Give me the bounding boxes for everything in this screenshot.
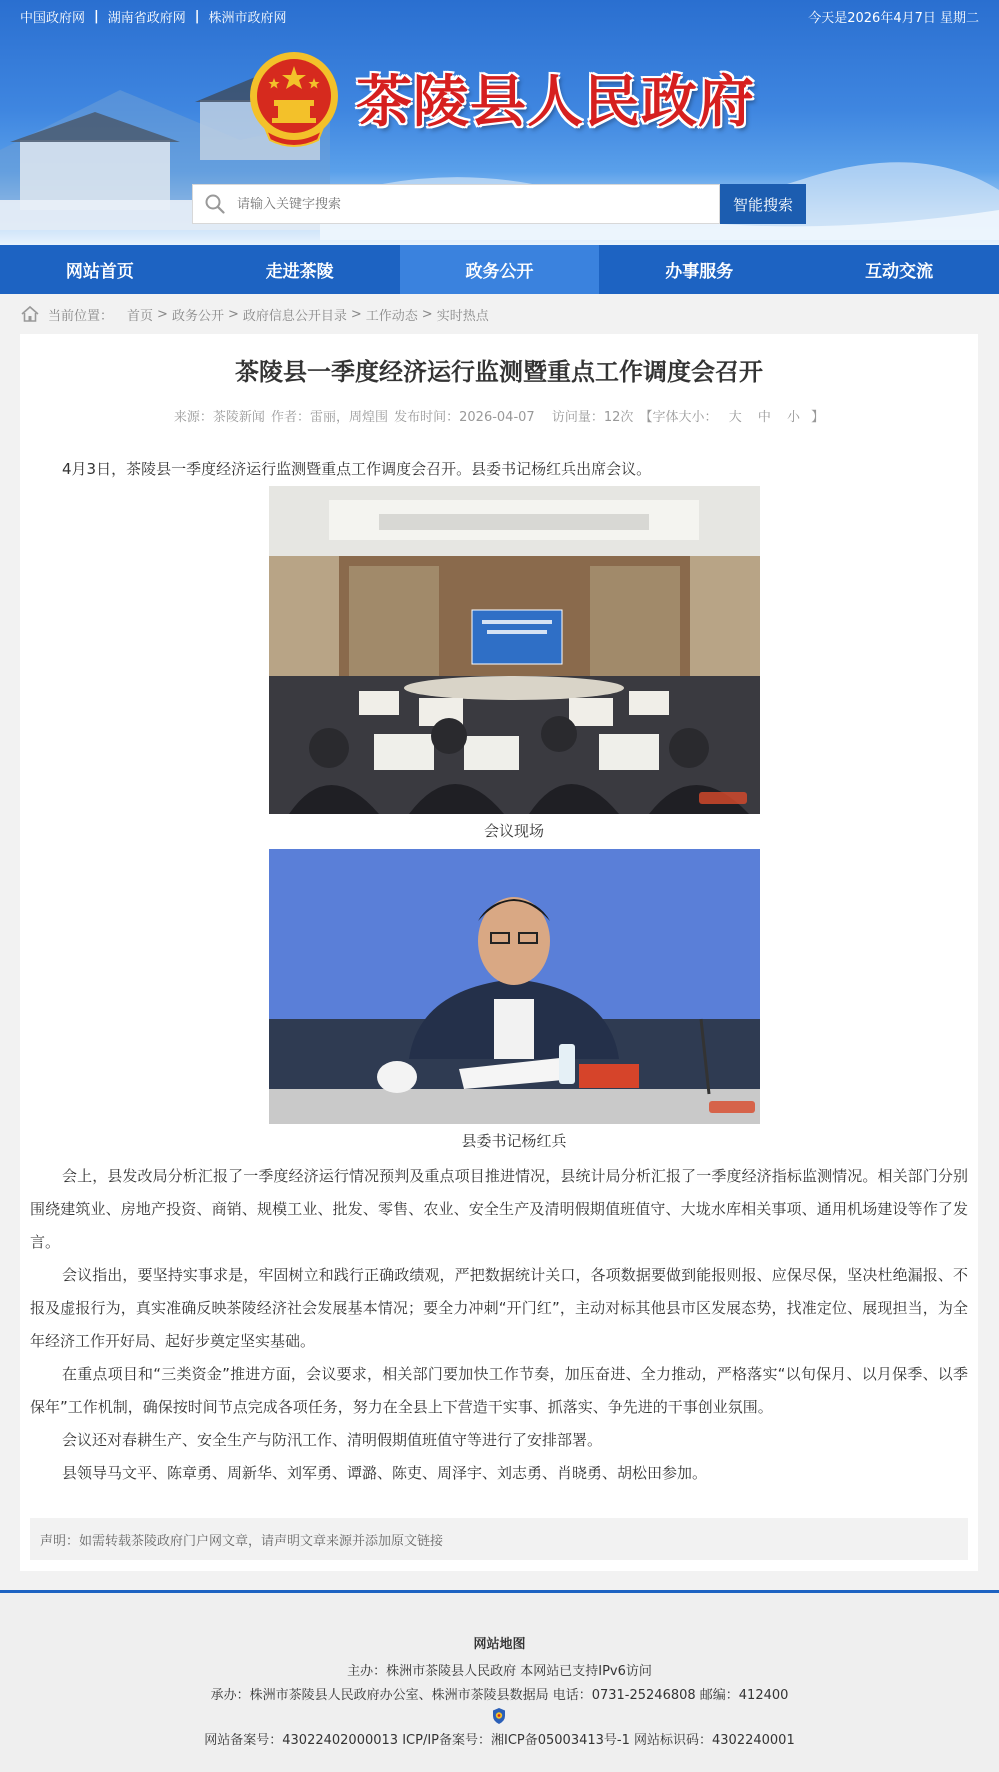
footer-host: 主办：株洲市茶陵县人民政府 本网站已支持IPv6访问 — [347, 1664, 652, 1679]
site-footer — [0, 1590, 999, 1772]
article-paragraph: 在重点项目和“三类资金”推进方面，会议要求，相关部门要加快工作节奏，加压奋进、全力推动，严格落实“以旬保月、以月保季、以季保年”工作机制，确保按时间节点完成各项任务，努力在全县上下营造干实事、抓落实、争先进的干事创业氛围。 — [30, 1365, 968, 1416]
article-views: 访问量：12次 — [551, 410, 634, 425]
breadcrumb-separator: > — [157, 306, 168, 322]
search-icon — [193, 185, 237, 223]
article-panel — [20, 334, 978, 1571]
article-source: 来源：茶陵新闻 — [173, 410, 265, 425]
breadcrumb-info-catalog[interactable]: 政府信息公开目录 — [242, 308, 347, 324]
top-bar — [0, 0, 999, 32]
breadcrumb-separator: > — [421, 306, 433, 322]
search-bar — [192, 184, 806, 224]
font-size-large[interactable]: 大 — [728, 410, 742, 425]
current-date: 今天是2026年4月7日 星期二 — [808, 11, 979, 26]
article-body — [30, 1160, 968, 1490]
national-emblem-icon — [244, 44, 344, 154]
search-button[interactable]: 智能搜索 — [720, 184, 806, 224]
breadcrumb-separator: > — [227, 306, 239, 322]
footer-record[interactable]: 网站备案号：43022402000013 ICP/IP备案号：湘ICP备05003413号-1 网站标识码：4302240001 — [204, 1733, 795, 1748]
main-nav — [0, 245, 999, 294]
link-hunan-gov[interactable]: 湖南省政府网 — [107, 11, 186, 26]
font-size-close: 】 — [811, 410, 825, 425]
article-title: 茶陵县一季度经济运行监测暨重点工作调度会召开 — [235, 358, 763, 386]
photo-caption-2: 县委书记杨红兵 — [461, 1132, 567, 1150]
party-secretary-photo — [269, 849, 760, 1124]
nav-item-gov-affairs[interactable]: 政务公开 — [400, 245, 600, 294]
footer-sitemap-link[interactable]: 网站地图 — [473, 1637, 526, 1652]
police-badge-icon[interactable] — [491, 1707, 507, 1725]
article-date: 发布时间：2026-04-07 — [394, 410, 535, 425]
meeting-hall-photo — [269, 486, 760, 814]
photo-caption-1: 会议现场 — [483, 822, 544, 840]
separator: | — [94, 9, 99, 24]
breadcrumb-label: 当前位置： — [48, 308, 114, 324]
site-title: 茶陵县人民政府 — [356, 70, 755, 135]
article-lead: 4月3日，茶陵县一季度经济运行监测暨重点工作调度会召开。县委书记杨红兵出席会议。 — [62, 460, 652, 478]
search-input[interactable] — [237, 197, 719, 212]
nav-item-services[interactable]: 办事服务 — [665, 262, 734, 282]
breadcrumb-hot-topics[interactable]: 实时热点 — [436, 308, 489, 324]
nav-item-home[interactable]: 网站首页 — [65, 262, 134, 282]
font-size-medium[interactable]: 中 — [757, 410, 771, 425]
breadcrumb — [20, 303, 489, 325]
breadcrumb-work-news[interactable]: 工作动态 — [365, 308, 418, 324]
article-paragraph: 县领导马文平、陈章勇、周新华、刘军勇、谭潞、陈吏、周泽宇、刘志勇、肖晓勇、胡松田参加。 — [62, 1464, 708, 1482]
search-box — [192, 184, 720, 224]
breadcrumb-gov-affairs[interactable]: 政务公开 — [171, 308, 224, 324]
nav-item-about[interactable]: 走进茶陵 — [265, 262, 334, 282]
breadcrumb-home[interactable]: 首页 — [127, 308, 154, 324]
font-size-small[interactable]: 小 — [787, 410, 801, 425]
article-paragraph: 会上，县发改局分析汇报了一季度经济运行情况预判及重点项目推进情况，县统计局分析汇报了一季度经济指标监测情况。相关部门分别围绕建筑业、房地产投资、商销、规模工业、批发、零售、农业、安全生产及清明假期值班值守、大垅水库相关事项、通用机场建设等作了发言。 — [30, 1167, 968, 1251]
separator: | — [194, 9, 200, 24]
home-icon — [20, 305, 40, 323]
article-meta — [20, 406, 978, 425]
link-zhuzhou-gov[interactable]: 株洲市政府网 — [208, 11, 287, 26]
link-china-gov[interactable]: 中国政府网 — [20, 11, 86, 26]
breadcrumb-separator: > — [350, 306, 362, 322]
top-links — [20, 7, 287, 26]
nav-item-interaction[interactable]: 互动交流 — [865, 262, 934, 282]
article-paragraph: 会议还对春耕生产、安全生产与防汛工作、清明假期值班值守等进行了安排部署。 — [62, 1431, 603, 1449]
font-size-label: 【字体大小： — [639, 410, 718, 425]
reprint-notice: 声明：如需转载茶陵政府门户网文章，请声明文章来源并添加原文链接 — [30, 1518, 968, 1560]
article-paragraph: 会议指出，要坚持实事求是，牢固树立和践行正确政绩观，严把数据统计关口，各项数据要做到能报则报、应保尽保，坚决杜绝漏报、不报及虚报行为，真实准确反映茶陵经济社会发展基本情况；要全力冲刺“开门红”，主动对标其他县市区发展态势，找准定位、展现担当，为全年经济工作开好局、起好步奠定坚实基础。 — [30, 1266, 968, 1350]
site-header — [0, 0, 999, 245]
article-author: 作者：雷丽，周煌围 — [270, 410, 388, 425]
footer-organizer: 承办：株洲市茶陵县人民政府办公室、株洲市茶陵县数据局 电话：0731-25246808 邮编：412400 — [210, 1688, 789, 1703]
